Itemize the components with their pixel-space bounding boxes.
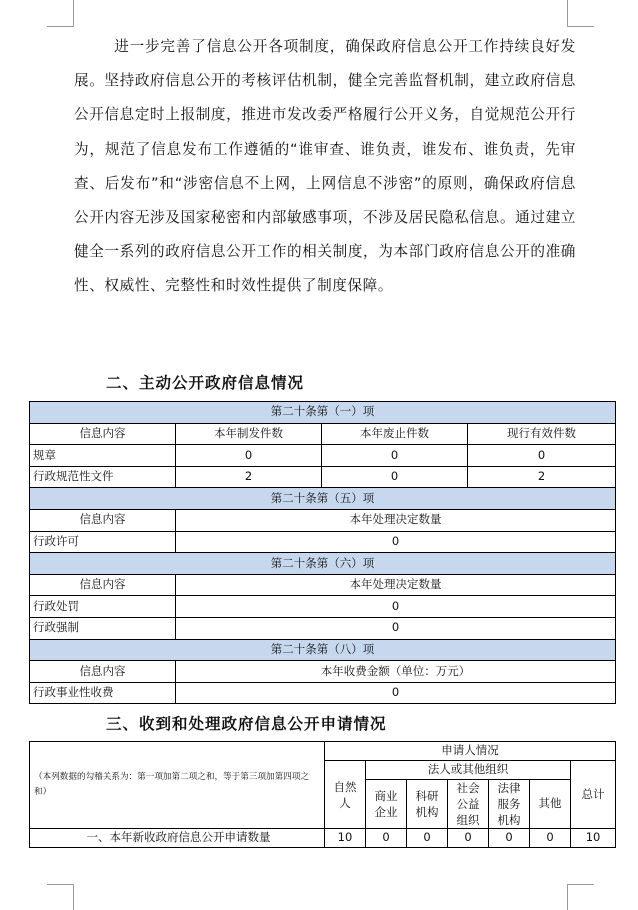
- table-row: [30, 596, 616, 618]
- crop-mark-top-right-vertical: [567, 0, 568, 27]
- table-cell: 0: [176, 617, 616, 639]
- relationship-note: （本列数据的勾稽关系为：第一项加第二项之和，等于第三项加第四项之和）: [30, 742, 325, 829]
- column-header: 信息内容: [30, 509, 176, 531]
- column-header: 本年制发件数: [176, 423, 322, 445]
- row-label: 行政规范性文件: [30, 466, 176, 488]
- table-row: [30, 553, 616, 575]
- table-row: [30, 574, 616, 596]
- table-cell: 10: [325, 829, 366, 848]
- table-row: [30, 661, 616, 683]
- table-row: [30, 617, 616, 639]
- table-cell: 0: [176, 445, 322, 467]
- article-20-6-band: 第二十条第（六）项: [30, 553, 616, 575]
- table-cell: 10: [571, 829, 616, 848]
- business-header: 商业企业: [366, 780, 407, 829]
- crop-mark-bottom-right-horizontal: [567, 884, 594, 885]
- table-row: [30, 682, 616, 704]
- table-cell: 2: [468, 466, 616, 488]
- crop-mark-bottom-right-vertical: [567, 884, 568, 910]
- row-label: 行政强制: [30, 617, 176, 639]
- article-20-5-band: 第二十条第（五）项: [30, 488, 616, 510]
- table-row: [30, 402, 616, 424]
- crop-mark-top-right-horizontal: [567, 26, 594, 27]
- table-cell: 0: [176, 531, 616, 553]
- section-heading-proactive-disclosure: 二、主动公开政府信息情况: [106, 374, 305, 392]
- table-row: [30, 423, 616, 445]
- crop-mark-bottom-left-horizontal: [47, 884, 74, 885]
- article-20-8-band: 第二十条第（八）项: [30, 639, 616, 661]
- table-row: [30, 445, 616, 467]
- table-cell: 0: [448, 829, 489, 848]
- body-paragraph: [74, 30, 576, 304]
- crop-mark-top-left-horizontal: [47, 26, 74, 27]
- column-header: 本年收费金额（单位：万元）: [176, 661, 616, 683]
- column-header: 本年处理决定数量: [176, 509, 616, 531]
- section-heading-applications: 三、收到和处理政府信息公开申请情况: [106, 715, 387, 733]
- applicant-header: 申请人情况: [325, 742, 616, 761]
- table-cell: 0: [489, 829, 530, 848]
- table-row: [30, 466, 616, 488]
- row-label: 行政处罚: [30, 596, 176, 618]
- table-cell: 0: [176, 596, 616, 618]
- row-label: 一、本年新收政府信息公开申请数量: [30, 829, 325, 848]
- research-header: 科研机构: [407, 780, 448, 829]
- table-row: [30, 531, 616, 553]
- column-header: 信息内容: [30, 423, 176, 445]
- column-header: 现行有效件数: [468, 423, 616, 445]
- applications-table: [29, 741, 616, 848]
- column-header: 信息内容: [30, 574, 176, 596]
- row-label: 规章: [30, 445, 176, 467]
- table-cell: 0: [530, 829, 571, 848]
- crop-mark-top-left-vertical: [73, 0, 74, 27]
- table-cell: 0: [322, 466, 468, 488]
- table-cell: 2: [176, 466, 322, 488]
- row-label: 行政许可: [30, 531, 176, 553]
- table-cell: 0: [407, 829, 448, 848]
- article-20-1-band: 第二十条第（一）项: [30, 402, 616, 424]
- other-header: 其他: [530, 780, 571, 829]
- crop-mark-bottom-left-vertical: [73, 884, 74, 910]
- table-row: [30, 488, 616, 510]
- paragraph-first-line: 进一步完善了信息公开各项制度，确保政府信息公开工作持续: [114, 38, 530, 55]
- legal-entities-header: 法人或其他组织: [366, 761, 571, 780]
- row-label: 行政事业性收费: [30, 682, 176, 704]
- table-row: [30, 639, 616, 661]
- social-org-header: 社会公益组织: [448, 780, 489, 829]
- column-header: 本年废止件数: [322, 423, 468, 445]
- proactive-disclosure-table: [29, 401, 616, 704]
- table-row: [30, 509, 616, 531]
- paragraph-rest: 良好发展。坚持政府信息公开的考核评估机制，健全完善监督机制，建立政府信息公开信息定时上报制度，推进市发改委严格履行公开义务，自觉规范公开行为，规范了信息发布工作遵循的“谁审查、谁负责，谁发布、谁负责，先审查、后发布”和“涉密信息不上网，上网信息不涉密”的原则，确保政府信息公开内容无涉及国家秘密和内部敏感事项，不涉及居民隐私信息。通过建立健全一系列的政府信息公开工作的相关制度，为本部门政府信息公开的准确性、权威性、完整性和时效性提供了制度保障。: [74, 38, 576, 295]
- table-cell: 0: [322, 445, 468, 467]
- column-header: 信息内容: [30, 661, 176, 683]
- table-cell: 0: [468, 445, 616, 467]
- column-header: 本年处理决定数量: [176, 574, 616, 596]
- total-header: 总计: [571, 761, 616, 829]
- table-cell: 0: [366, 829, 407, 848]
- table-row: [30, 742, 616, 761]
- legal-service-header: 法律服务机构: [489, 780, 530, 829]
- table-row: [30, 829, 616, 848]
- table-cell: 0: [176, 682, 616, 704]
- natural-person-header: 自然人: [325, 761, 366, 829]
